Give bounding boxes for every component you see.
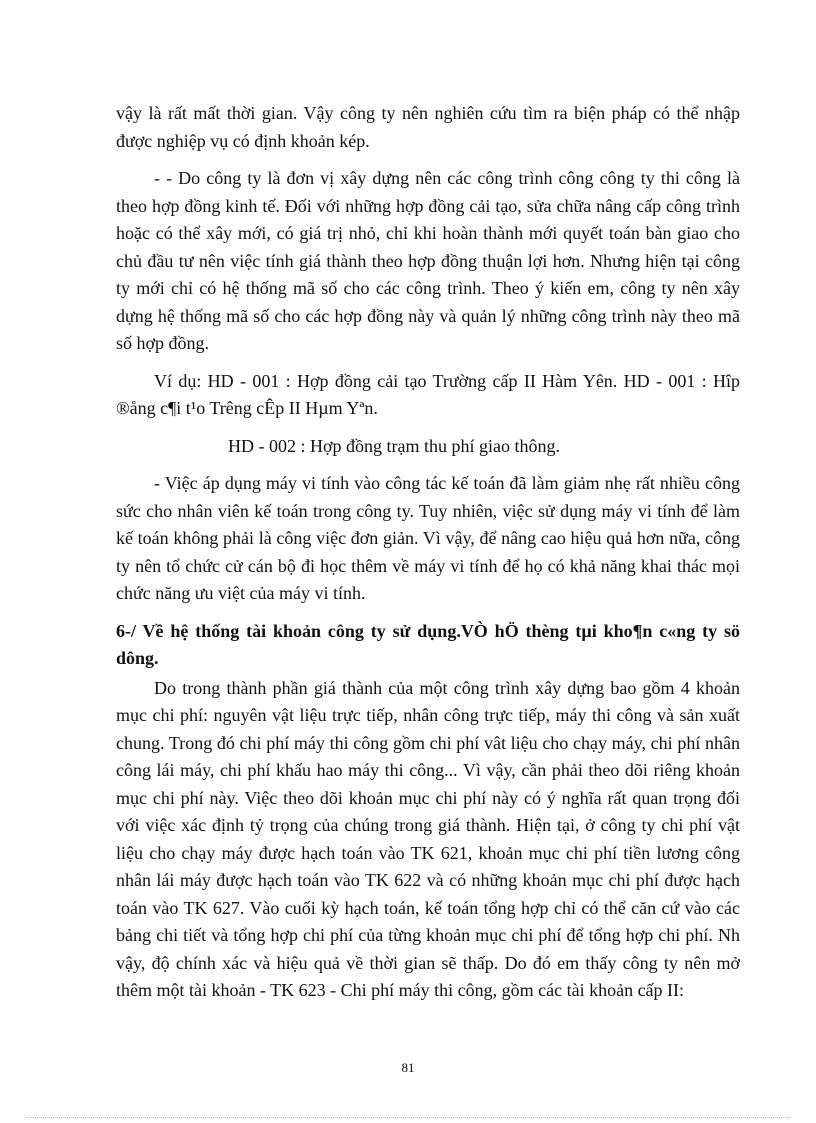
example-line-1: Ví dụ: HD - 001 : Hợp đồng cải tạo Trường cấp II Hàm Yên. HD - 001 : Hîp ®ång c¶i t¹o Trêng cÊp II Hµm Yªn. xyxy=(116,370,740,418)
document-body xyxy=(116,100,740,1015)
page-bottom-divider xyxy=(26,1117,790,1118)
page-number: 81 xyxy=(401,1060,415,1075)
paragraph-continuation: vậy là rất mất thời gian. Vậy công ty nên nghiên cứu tìm ra biện pháp có thể nhập được nghiệp vụ có định khoản kép. xyxy=(116,103,740,151)
section-heading: 6-/ Về hệ thống tài khoản công ty sử dụng.VÒ hÖ thèng tµi kho¶n c«ng ty sö dông. xyxy=(116,620,740,668)
paragraph-accounts: Do trong thành phần giá thành của một công trình xây dựng bao gồm 4 khoản mục chi phí: nguyên vật liệu trực tiếp, nhân công trực tiếp, máy thi công và sản xuất chung. Trong đó chi phí máy thi công gồm chi phí vât liệu cho chạy máy, chi phí nhân công lái máy, chi phí khấu hao máy thi công... Vì vậy, cần phải theo dõi riêng khoản mục chi phí này. Việc theo dõi khoản mục chi phí này có ý nghĩa rất quan trọng đối với việc xác định tỷ trọng của chúng trong giá thành. Hiện tại, ở công ty chi phí vật liệu cho chạy máy được hạch toán vào TK 621, khoản mục chi phí tiền lương công nhân lái máy được hạch toán vào TK 622 và có những khoản mục chi phí được hạch toán vào TK 627. Vào cuối kỳ hạch toán, kế toán tổng hợp chỉ có thể căn cứ vào các bảng chi tiết và tổng hợp chi phí của từng khoản mục chi phí để tổng hợp chi phí. Nh vậy, độ chính xác và hiệu quả về thời gian sẽ thấp. Do đó em thấy công ty nên mở thêm một tài khoản - TK 623 - Chi phí máy thi công, gồm các tài khoản cấp II: xyxy=(116,677,740,1000)
paragraph-computers: - Việc áp dụng máy vi tính vào công tác kế toán đã làm giảm nhẹ rất nhiều công sức cho nhân viên kế toán trong công ty. Tuy nhiên, việc sử dụng máy vi tính để làm kế toán không phải là công việc đơn giản. Vì vậy, để nâng cao hiệu quả hơn nữa, công ty nên tổ chức cử cán bộ đi học thêm về máy vi tính để họ có khả năng khai thác mọi chức năng ưu việt của máy vi tính. xyxy=(116,473,740,603)
paragraph-contracts: - - Do công ty là đơn vị xây dựng nên các công trình công công ty thi công là theo hợp đồng kinh tế. Đối với những hợp đồng cải tạo, sửa chữa nâng cấp công trình hoặc có thể xây mới, có giá trị nhỏ, chỉ khi hoàn thành mới quyết toán bàn giao cho chủ đầu tư nên việc tính giá thành theo hợp đồng thuận lợi hơn. Nhưng hiện tại công ty mới chỉ có hệ thống mã số cho các công trình. Theo ý kiến em, công ty nên xây dựng hệ thống mã số cho các hợp đồng này và quản lý những công trình này theo mã số hợp đồng. xyxy=(116,168,740,353)
example-line-2: HD - 002 : Hợp đồng trạm thu phí giao thông. xyxy=(228,435,560,456)
